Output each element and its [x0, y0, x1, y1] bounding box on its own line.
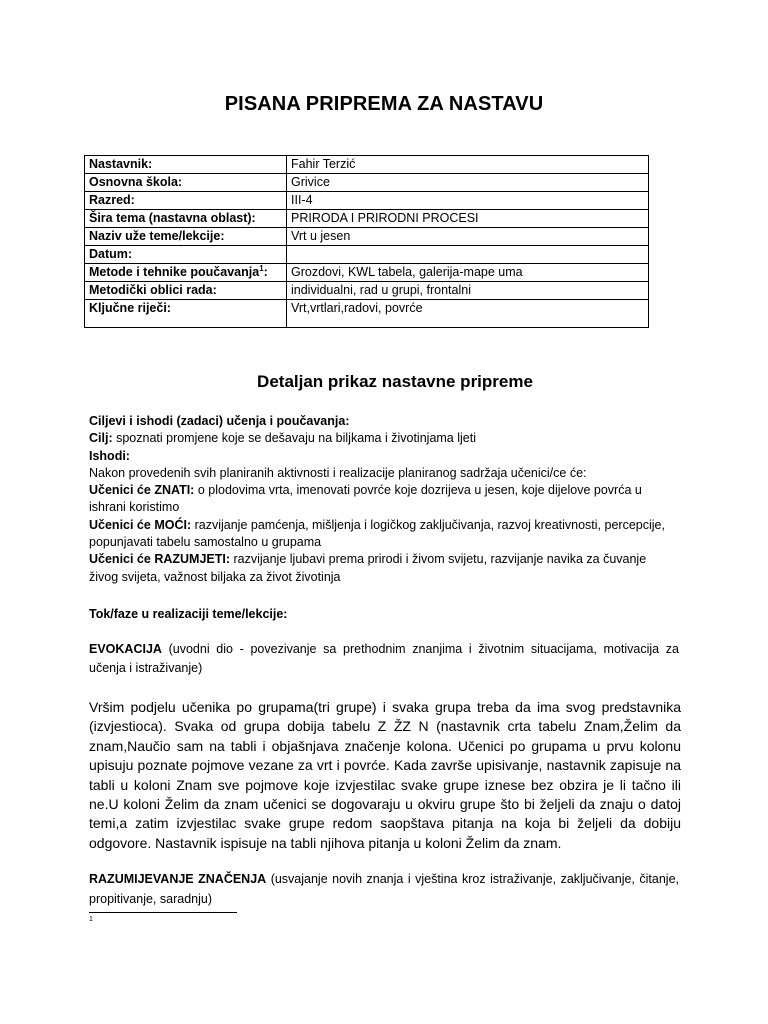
info-value-cell: Grivice — [287, 174, 649, 192]
page-title: PISANA PRIPREMA ZA NASTAVU — [224, 93, 544, 115]
info-label: Ključne riječi: — [89, 301, 171, 315]
info-value-cell: III-4 — [287, 192, 649, 210]
info-value-cell — [287, 246, 649, 264]
footnote-reference[interactable]: 1 — [259, 263, 264, 273]
evokacija-label: EVOKACIJA — [89, 642, 162, 656]
razumijevanje-text: (usvajanje novih znanja i vještina kroz istraživanje, zaključivanje, čitanje, propitivanje, saradnju) — [89, 872, 679, 906]
info-table-row — [85, 210, 649, 228]
info-label: Osnovna škola: — [89, 175, 183, 189]
moci-label: Učenici će MOĆI: — [89, 517, 192, 532]
info-label: Nastavnik: — [89, 157, 153, 171]
evokacija-paragraph — [89, 640, 679, 678]
info-label-cell — [85, 156, 287, 174]
footnote-divider — [89, 912, 237, 913]
info-table-row — [85, 174, 649, 192]
razumijevanje-label: RAZUMIJEVANJE ZNAČENJA — [89, 872, 267, 886]
info-table-row — [85, 192, 649, 210]
info-value-cell: Vrt u jesen — [287, 228, 649, 246]
phases-heading: Tok/faze u realizaciji teme/lekcije: — [89, 607, 288, 621]
razumjeti-label: Učenici će RAZUMJETI: — [89, 552, 231, 567]
goals-section — [89, 413, 689, 586]
cilj-label: Cilj: — [89, 431, 113, 446]
info-table-row — [85, 264, 649, 282]
info-label-cell — [85, 246, 287, 264]
razumijevanje-paragraph — [89, 869, 679, 909]
info-table-row — [85, 246, 649, 264]
info-value-cell: Vrt,vrtlari,radovi, povrće — [287, 300, 649, 328]
footnote-number: 1 — [89, 916, 93, 923]
section-subtitle: Detaljan prikaz nastavne pripreme — [257, 372, 533, 391]
razumjeti-line — [89, 551, 659, 586]
info-table-row — [85, 282, 649, 300]
info-value-cell: PRIRODA I PRIRODNI PROCESI — [287, 210, 649, 228]
info-label: Naziv uže teme/lekcije: — [89, 229, 225, 243]
info-label-cell — [85, 264, 287, 282]
znati-line — [89, 482, 664, 517]
info-table-row — [85, 300, 649, 328]
info-label-cell — [85, 228, 287, 246]
info-label-suffix: : — [263, 265, 268, 279]
razumjeti-text: razvijanje ljubavi prema prirodi i živom svijetu, razvijanje navika za čuvanje živog svijeta, važnost biljaka za život životinja — [89, 552, 647, 584]
ishodi-label: Ishodi: — [89, 448, 130, 463]
moci-text: razvijanje pamćenja, mišljenja i logičkog zaključivanja, razvoj kreativnosti, percepcije, popunjavati tabelu samostalno u grupama — [89, 517, 665, 550]
evokacija-text: (uvodni dio - povezivanje sa prethodnim znanjima i životnim situacijama, motivacija za učenja i istraživanje) — [89, 642, 679, 675]
info-label-cell — [85, 282, 287, 300]
info-label: Datum: — [89, 247, 133, 261]
znati-label: Učenici će ZNATI: — [89, 483, 195, 498]
info-label-cell — [85, 174, 287, 192]
info-label-cell — [85, 210, 287, 228]
info-label: Metodički oblici rada: — [89, 283, 217, 297]
info-value-cell: individualni, rad u grupi, frontalni — [287, 282, 649, 300]
goals-heading: Ciljevi i ishodi (zadaci) učenja i poučavanja: — [89, 414, 350, 428]
info-value-cell: Grozdovi, KWL tabela, galerija-mape uma — [287, 264, 649, 282]
info-table — [84, 155, 649, 328]
info-label-cell — [85, 192, 287, 210]
znati-text: o plodovima vrta, imenovati povrće koje dozrijeva u jesen, koje dijelove povrća u ishrani koristimo — [89, 483, 642, 515]
cilj-line — [89, 430, 689, 447]
info-value-cell: Fahir Terzić — [287, 156, 649, 174]
ishodi-intro: Nakon provedenih svih planiranih aktivnosti i realizacije planiranog sadržaja učenici/ce će: — [89, 465, 587, 480]
info-table-row — [85, 228, 649, 246]
info-label-cell — [85, 300, 287, 328]
main-paragraph: Vršim podjelu učenika po grupama(tri grupe) i svaka grupa treba da ima svog predstavnika (izvjestioca). Svaka od grupa dobija tabelu Z ŽZ N (nastavnik crta tabelu Znam,Želim da znam,Naučio sam na tabli i objašnjava značenje kolona. Učenici po grupama u prvu kolonu upisuju poznate pojmove vezane za vrt i povrće. Kada završe upisivanje, nastavnik zapisuje na tabli u koloni Znam sve pojmove koje izvjestilac svake grupe iznese bez obzira je li tačno ili ne.U koloni Želim da znam učenici se dogovaraju u okviru grupe što bi željeli da znaju o datoj temi,a zatim izvjestilac svake grupe redom saopštava pitanja na koja bi željeli da dobiju odgovore. Nastavnik ispisuje na tabli njihova pitanja u koloni Želim da znam. — [89, 699, 681, 851]
info-label: Razred: — [89, 193, 135, 207]
info-label: Metode i tehnike poučavanja — [89, 265, 260, 279]
moci-line — [89, 517, 689, 552]
info-label: Šira tema (nastavna oblast): — [89, 211, 256, 225]
info-table-row — [85, 156, 649, 174]
cilj-text: spoznati promjene koje se dešavaju na biljkama i životinjama ljeti — [112, 431, 476, 446]
